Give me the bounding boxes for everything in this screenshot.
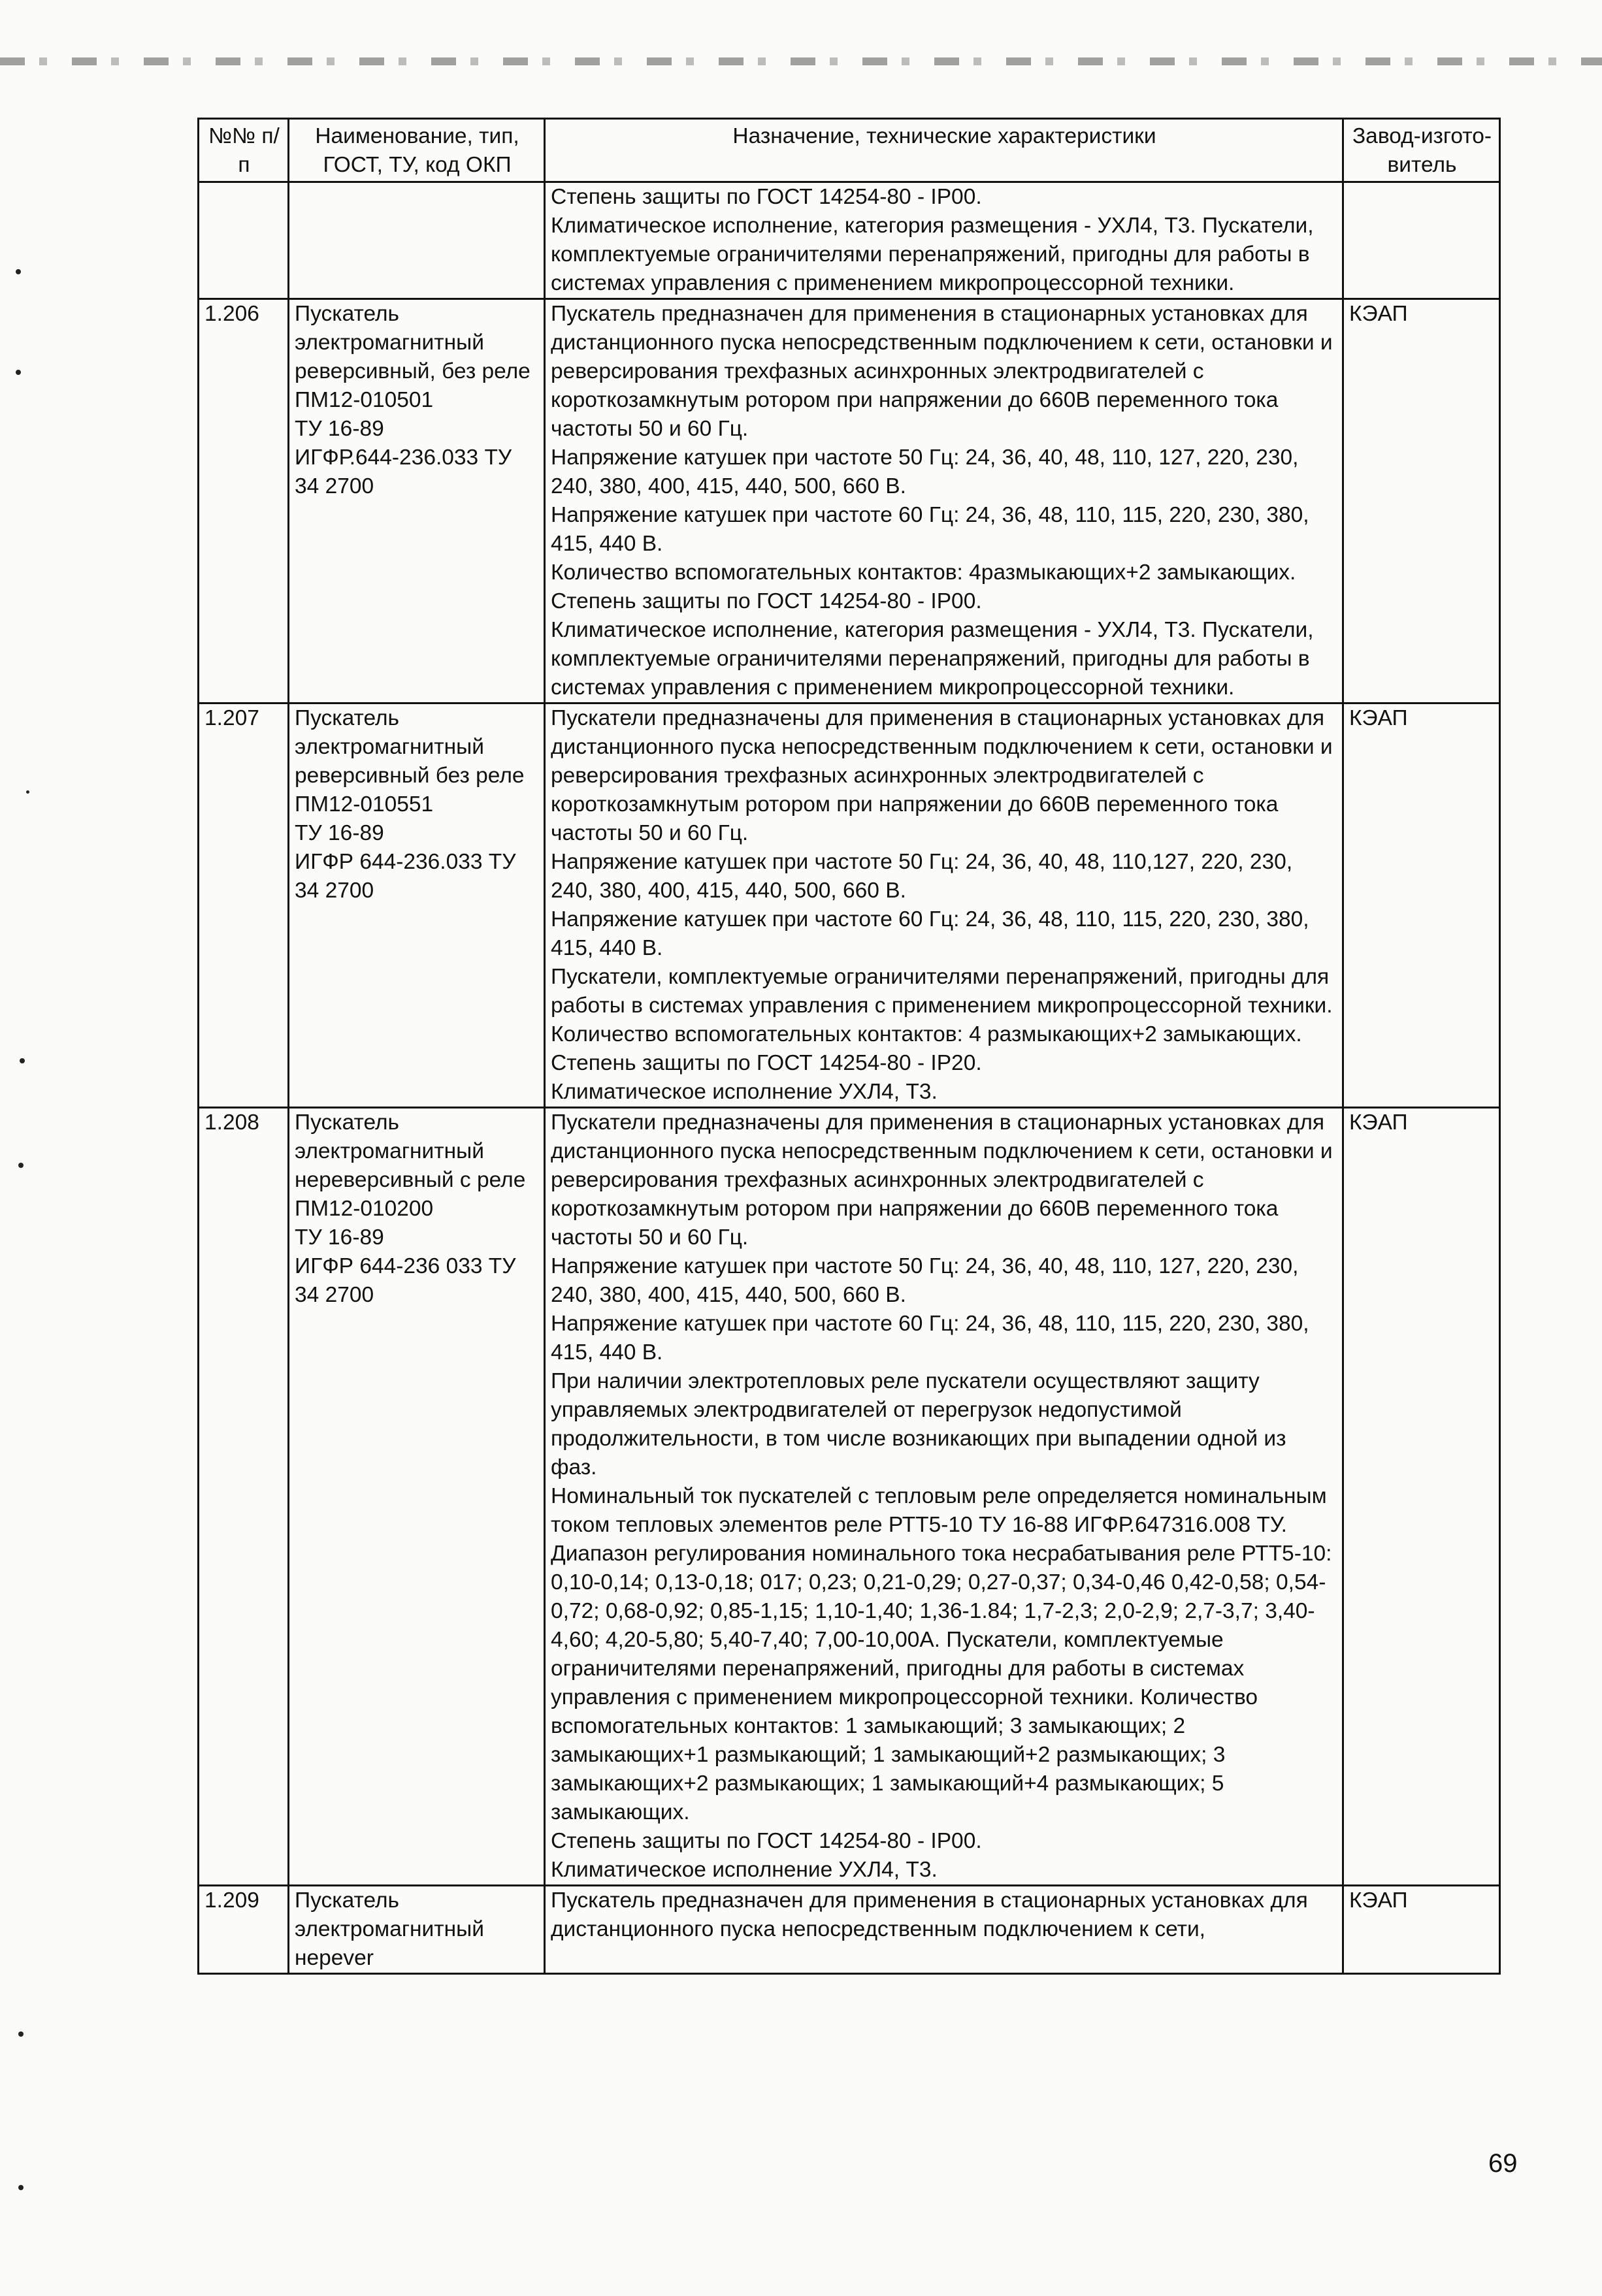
name-line: Пускатель электромагнитный нерever xyxy=(295,1888,484,1970)
desc-line: Степень защиты по ГОСТ 14254-80 - IP00. xyxy=(551,589,982,613)
name-line: ПМ12-010501 xyxy=(295,388,434,412)
cell-name xyxy=(289,703,545,1108)
name-line: ИГФР 644-236 033 ТУ 34 2700 xyxy=(295,1254,516,1307)
cell-desc xyxy=(545,299,1343,703)
scan-speck xyxy=(18,2185,24,2190)
cell-num: 1.208 xyxy=(199,1108,289,1886)
name-line: ИГФР 644-236.033 ТУ 34 2700 xyxy=(295,850,516,903)
cell-desc xyxy=(545,1108,1343,1886)
scan-speck xyxy=(18,1163,24,1168)
cell-desc xyxy=(545,1886,1343,1974)
desc-line: Диапазон регулирования номинального тока несрабатывания реле РТТ5-10: 0,10-0,14; 0,13-0,18; 017; 0,23; 0,21-0,29; 0,27-0,37; 0,34-0,46 0,42-0,58; 0,54-0,72; 0,68-0,92; 0,85-1,15; 1,10-1,40; 1,36-1.84; 1,7-2,3; 2,0-2,9; 2,7-3,7; 3,40-4,60; 4,20-5,80; 5,40-7,40; 7,00-10,00А. Пускатели, комплектуемые ограничителями перенапряжений, пригодны для работы в системах управления с применением микропроцессорной техники. Количество вспомогательных контактов: 1 замыкающий; 3 замыкающих; 2 замыкающих+1 размыкающий; 1 замыкающий+2 размыкающих; 3 замыкающих+2 размыкающих; 1 замыкающий+4 размыкающих; 5 замыкающих. xyxy=(551,1542,1332,1824)
cell-manufacturer: КЭАП xyxy=(1343,299,1500,703)
table-row-1-206 xyxy=(199,299,1500,703)
header-desc: Назначение, технические характеристики xyxy=(545,119,1343,182)
desc-line: Степень защиты по ГОСТ 14254-80 - IP00. xyxy=(551,185,982,209)
desc-line: Пускатели предназначены для применения в стационарных установках для дистанционного пуска непосредственным подключением к сети, остановки и реверсирования трехфазных асинхронных электродвигателей с короткозамкнутым ротором при напряжении до 660В переменного тока частоты 50 и 60 Гц. xyxy=(551,1110,1333,1250)
table-row-continuation xyxy=(199,182,1500,299)
cell-manufacturer: КЭАП xyxy=(1343,1108,1500,1886)
scan-speck xyxy=(16,269,21,274)
desc-line: Степень защиты по ГОСТ 14254-80 - IP20. xyxy=(551,1051,982,1075)
desc-line: Номинальный ток пускателей с тепловым реле определяется номинальным током тепловых элементов реле РТТ5-10 ТУ 16-88 ИГФР.647316.008 ТУ. xyxy=(551,1484,1327,1537)
name-line: Пускатель электромагнитный реверсивный без реле xyxy=(295,706,525,788)
cell-num: 1.206 xyxy=(199,299,289,703)
desc-line: Климатическое исполнение, категория размещения - УХЛ4, Т3. Пускатели, комплектуемые ограничителями перенапряжений, пригодны для работы в системах управления с применением микропроцессорной техники. xyxy=(551,618,1314,700)
desc-line: Пускатели предназначены для применения в стационарных установках для дистанционного пуска непосредственным подключением к сети, остановки и реверсирования трехфазных асинхронных электродвигателей с короткозамкнутым ротором при напряжении до 660В переменного тока частоты 50 и 60 Гц. xyxy=(551,706,1333,845)
name-line: ИГФР.644-236.033 ТУ 34 2700 xyxy=(295,445,512,498)
name-line: ПМ12-010551 xyxy=(295,792,434,817)
name-line: ТУ 16-89 xyxy=(295,821,384,845)
page-number: 69 xyxy=(1488,2149,1518,2178)
desc-line: Количество вспомогательных контактов: 4 размыкающих+2 замыкающих. xyxy=(551,1022,1302,1046)
cell-name xyxy=(289,1886,545,1974)
scan-speck xyxy=(18,2031,24,2037)
cell-name xyxy=(289,1108,545,1886)
scan-speck xyxy=(20,1058,25,1063)
cell-name xyxy=(289,182,545,299)
header-manufacturer: Завод-изгото-витель xyxy=(1343,119,1500,182)
table-header-row xyxy=(199,119,1500,182)
desc-line: Напряжение катушек при частоте 50 Гц: 24, 36, 40, 48, 110, 127, 220, 230, 240, 380, 400, 415, 440, 500, 660 В. xyxy=(551,445,1299,498)
desc-line: Напряжение катушек при частоте 60 Гц: 24, 36, 48, 110, 115, 220, 230, 380, 415, 440 В. xyxy=(551,503,1309,556)
cell-manufacturer: КЭАП xyxy=(1343,1886,1500,1974)
desc-line: Пускатели, комплектуемые ограничителями перенапряжений, пригодны для работы в системах управления с применением микропроцессорной техники. xyxy=(551,965,1333,1018)
header-name: Наименование, тип, ГОСТ, ТУ, код ОКП xyxy=(289,119,545,182)
desc-line: При наличии электротепловых реле пускатели осуществляют защиту управляемых электродвигателей от перегрузок недопустимой продолжительности, в том числе возникающих при выпадении одной из фаз. xyxy=(551,1369,1286,1479)
cell-desc xyxy=(545,182,1343,299)
desc-line: Напряжение катушек при частоте 60 Гц: 24, 36, 48, 110, 115, 220, 230, 380, 415, 440 В. xyxy=(551,1312,1309,1365)
scan-speck xyxy=(16,370,21,375)
header-num: №№ п/п xyxy=(199,119,289,182)
cell-manufacturer xyxy=(1343,182,1500,299)
cell-num: 1.209 xyxy=(199,1886,289,1974)
cell-num xyxy=(199,182,289,299)
table-row-1-207 xyxy=(199,703,1500,1108)
desc-line: Пускатель предназначен для применения в стационарных установках для дистанционного пуска непосредственным подключением к сети, остановки и реверсирования трехфазных асинхронных электродвигателей с короткозамкнутым ротором при напряжении до 660В переменного тока частоты 50 и 60 Гц. xyxy=(551,302,1333,441)
table-row-1-209 xyxy=(199,1886,1500,1974)
name-line: Пускатель электромагнитный реверсивный, без реле xyxy=(295,302,531,383)
desc-line: Климатическое исполнение УХЛ4, Т3. xyxy=(551,1080,938,1104)
name-line: ПМ12-010200 xyxy=(295,1197,434,1221)
desc-line: Напряжение катушек при частоте 60 Гц: 24, 36, 48, 110, 115, 220, 230, 380, 415, 440 В. xyxy=(551,907,1309,960)
desc-line: Напряжение катушек при частоте 50 Гц: 24, 36, 40, 48, 110, 127, 220, 230, 240, 380, 400, 415, 440, 500, 660 В. xyxy=(551,1254,1299,1307)
name-line: ТУ 16-89 xyxy=(295,417,384,441)
cell-name xyxy=(289,299,545,703)
desc-line: Напряжение катушек при частоте 50 Гц: 24, 36, 40, 48, 110,127, 220, 230, 240, 380, 400, 415, 440, 500, 660 В. xyxy=(551,850,1293,903)
cell-manufacturer: КЭАП xyxy=(1343,703,1500,1108)
cell-desc xyxy=(545,703,1343,1108)
scan-speck xyxy=(26,790,29,794)
name-line: ТУ 16-89 xyxy=(295,1225,384,1250)
desc-line: Климатическое исполнение УХЛ4, Т3. xyxy=(551,1858,938,1882)
spec-table xyxy=(197,118,1501,1975)
desc-line: Пускатель предназначен для применения в стационарных установках для дистанционного пуска непосредственным подключением к сети, xyxy=(551,1888,1308,1941)
name-line: Пускатель электромагнитный нереверсивный с реле xyxy=(295,1110,526,1192)
table-row-1-208 xyxy=(199,1108,1500,1886)
cell-num: 1.207 xyxy=(199,703,289,1108)
desc-line: Степень защиты по ГОСТ 14254-80 - IP00. xyxy=(551,1829,982,1853)
desc-line: Количество вспомогательных контактов: 4размыкающих+2 замыкающих. xyxy=(551,560,1296,585)
desc-line: Климатическое исполнение, категория размещения - УХЛ4, Т3. Пускатели, комплектуемые ограничителями перенапряжений, пригодны для работы в системах управления с применением микропроцессорной техники. xyxy=(551,214,1314,295)
scan-artifact-top xyxy=(0,57,1602,65)
